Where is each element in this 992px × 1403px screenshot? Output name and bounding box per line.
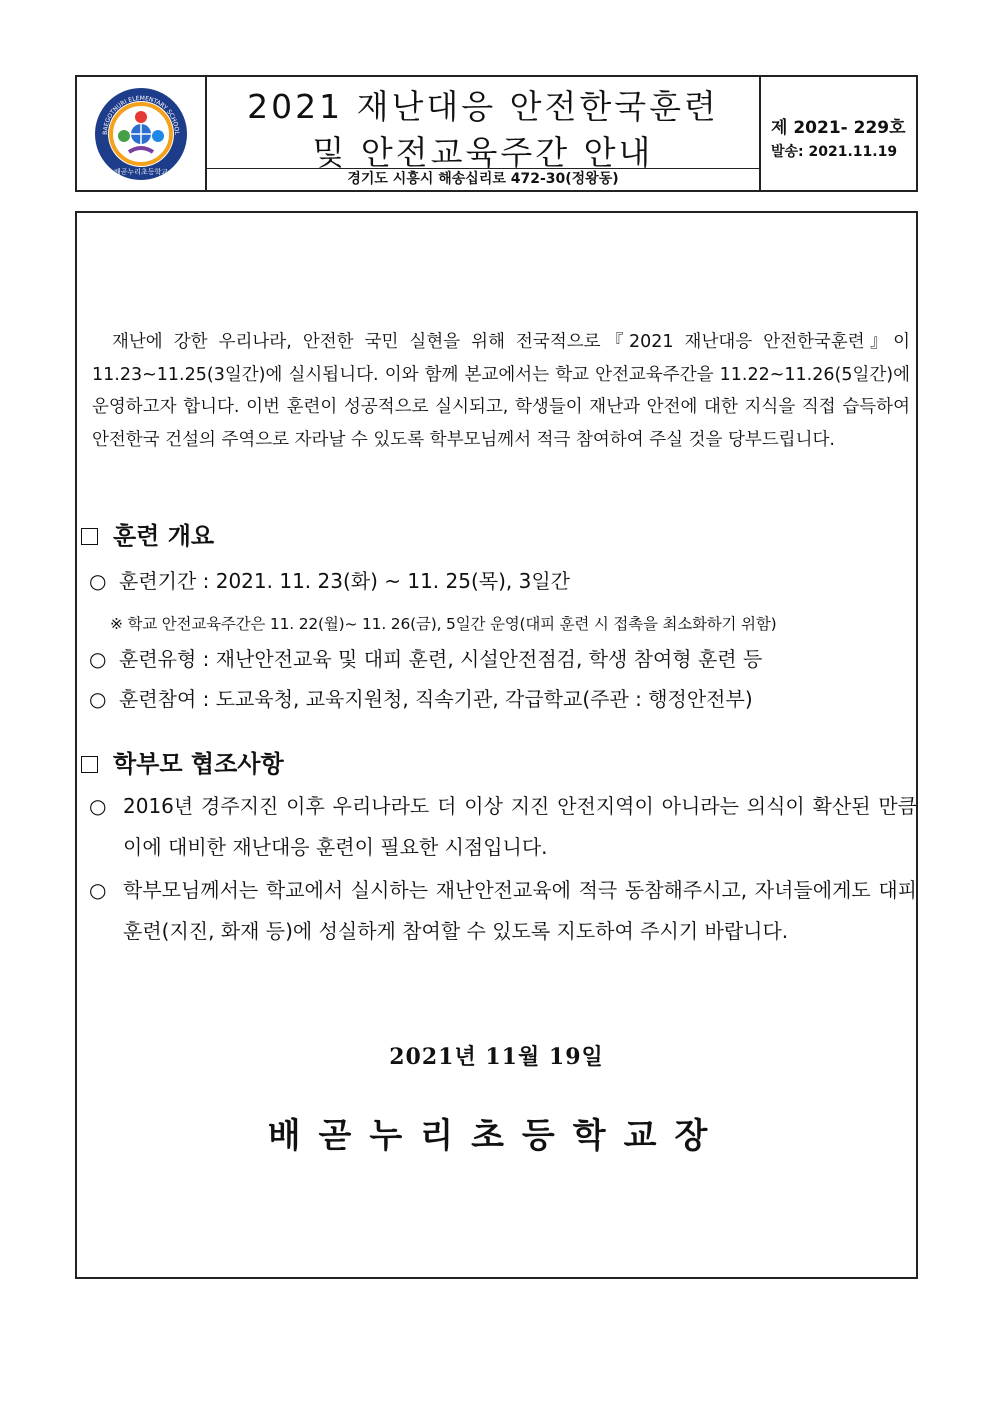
school-logo-cell (77, 77, 207, 190)
send-date: 발송: 2021.11.19 (771, 144, 898, 160)
section-title: 훈련 개요 (113, 522, 215, 550)
item-text: 훈련유형 : 재난안전교육 및 대피 훈련, 시설안전점검, 학생 참여형 훈련 등 (119, 647, 763, 671)
school-logo (93, 86, 189, 182)
overview-item-type (89, 639, 919, 679)
document-title-line1: 2021 재난대응 안전한국훈련 (247, 87, 719, 126)
title-cell (207, 77, 761, 190)
checkbox-square-icon (81, 756, 98, 773)
principal-signature: 배곧누리초등학교장 (267, 1116, 726, 1156)
section-heading-overview (81, 516, 214, 551)
overview-item-participants (89, 679, 919, 719)
circle-bullet-icon: ○ (89, 794, 107, 818)
document-title-line2: 및 안전교육주간 안내 (312, 133, 654, 172)
document-number: 제 2021- 229호 (771, 118, 906, 138)
issue-date: 2021년 11월 19일 (389, 1044, 604, 1070)
school-address: 경기도 시흥시 해송십리로 472-30(정왕동) (207, 168, 759, 190)
document-body (75, 211, 918, 1279)
document-header (75, 75, 918, 192)
section-title: 학부모 협조사항 (113, 750, 284, 778)
circle-bullet-icon: ○ (89, 569, 107, 593)
item-text: 2016년 경주지진 이후 우리나라도 더 이상 지진 안전지역이 아니라는 의식이 확산된 만큼 이에 대비한 재난대응 훈련이 필요한 시점입니다. (123, 794, 917, 859)
item-text: 훈련참여 : 도교육청, 교육지원청, 직속기관, 각급학교(주관 : 행정안전부) (119, 687, 753, 711)
parents-item-earthquake (89, 786, 917, 868)
item-text: 학부모님께서는 학교에서 실시하는 재난안전교육에 적극 동참해주시고, 자녀들에게도 대피훈련(지진, 화재 등)에 성실하게 참여할 수 있도록 지도하여 주시기 바랍니다. (123, 878, 917, 943)
svg-text:배곧누리초등학교: 배곧누리초등학교 (113, 167, 169, 176)
circle-bullet-icon: ○ (89, 687, 107, 711)
overview-note: ※ 학교 안전교육주간은 11. 22(월)~ 11. 26(금), 5일간 운영(대피 훈련 시 접촉을 최소화하기 위함) (110, 615, 777, 633)
section-heading-parents (81, 744, 284, 779)
circle-bullet-icon: ○ (89, 878, 107, 902)
overview-item-period (89, 561, 919, 601)
document-info-cell (761, 77, 916, 190)
parents-item-participation (89, 870, 917, 952)
item-text: 훈련기간 : 2021. 11. 23(화) ~ 11. 25(목), 3일간 (119, 569, 570, 593)
svg-text:BAEGOTNURI ELEMENTARY SCHOOL: BAEGOTNURI ELEMENTARY SCHOOL (101, 94, 181, 135)
intro-paragraph: 재난에 강한 우리나라, 안전한 국민 실현을 위해 전국적으로『2021 재난대응 안전한국훈련』이 11.23~11.25(3일간)에 실시됩니다. 이와 함께 본교에서는 학교 안전교육주간을 11.22~11.26(5일간)에 운영하고자 합니다. 이번 훈련이 성공적으로 실시되고, 학생들이 재난과 안전에 대한 지식을 직접 습득하여 안전한국 건설의 주역으로 자라날 수 있도록 학부모님께서 적극 참여하여 주실 것을 당부드립니다. (92, 332, 910, 450)
checkbox-square-icon (81, 528, 98, 545)
circle-bullet-icon: ○ (89, 647, 107, 671)
